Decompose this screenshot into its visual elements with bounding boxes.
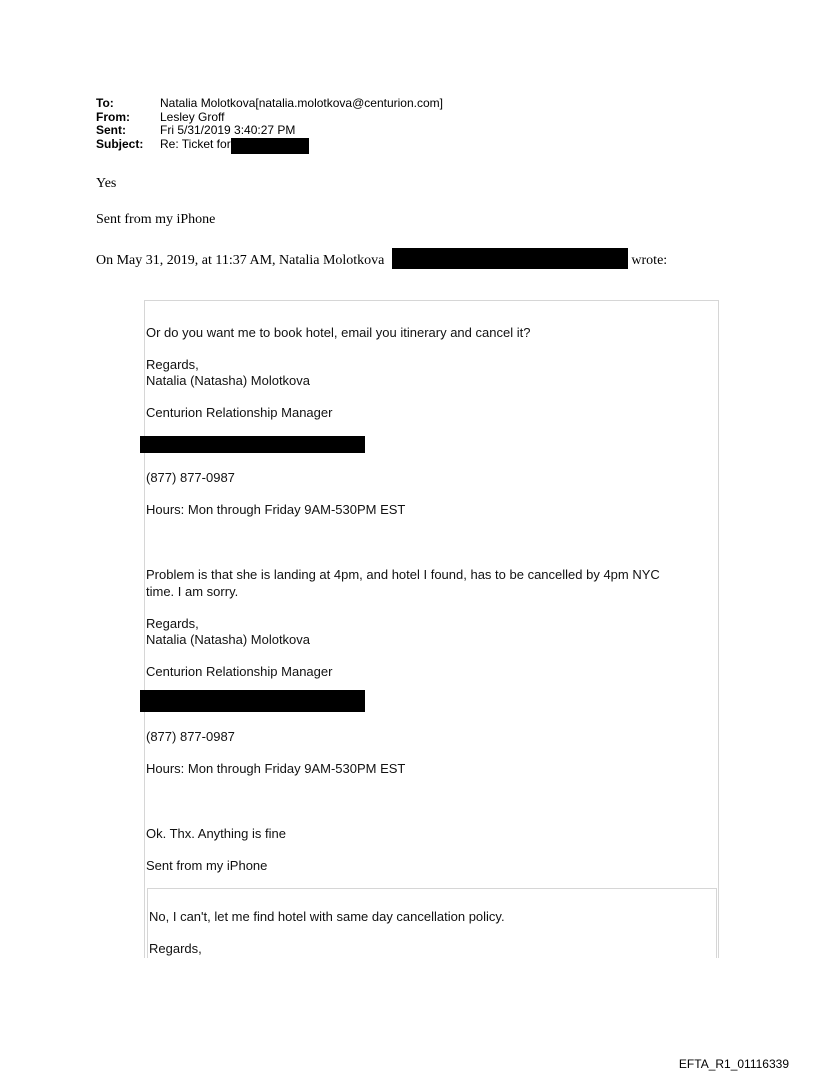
subject-label: Subject: xyxy=(96,136,144,151)
page-cutoff xyxy=(140,958,730,978)
sent-row xyxy=(96,124,443,138)
sent-label: Sent: xyxy=(96,123,126,137)
to-value: Natalia Molotkova[natalia.molotkova@centurion.com] xyxy=(160,96,443,110)
from-value: Lesley Groff xyxy=(160,109,225,124)
signature-hours: Hours: Mon through Friday 9AM-530PM EST xyxy=(146,761,406,776)
from-row xyxy=(96,111,443,125)
signature-title: Centurion Relationship Manager xyxy=(146,405,333,420)
subject-row xyxy=(96,138,443,154)
quoted-msg1-text: Or do you want me to book hotel, email you itinerary and cancel it? xyxy=(146,325,531,340)
quoted-msg2-line2: time. I am sorry. xyxy=(146,584,239,599)
document-id: EFTA_R1_01116339 xyxy=(678,1057,789,1071)
signature-phone: (877) 877-0987 xyxy=(146,729,235,744)
quoted-msg2-line1: Problem is that she is landing at 4pm, and hotel I found, has to be cancelled by 4pm NYC xyxy=(146,567,660,582)
quoted-msg4-line1: No, I can't, let me find hotel with same day cancellation policy. xyxy=(149,909,505,924)
quoted-msg4-regards: Regards, xyxy=(149,941,202,956)
to-row xyxy=(96,97,443,111)
redaction-box xyxy=(140,436,365,453)
redaction-box xyxy=(140,690,365,712)
redaction-box xyxy=(392,248,628,269)
redaction-box xyxy=(231,138,309,154)
signature-title: Centurion Relationship Manager xyxy=(146,664,333,679)
nested-quoted-message-box xyxy=(147,888,717,968)
quote-intro-prefix: On May 31, 2019, at 11:37 AM, Natalia Molotkova xyxy=(96,253,385,268)
quote-intro xyxy=(96,248,667,269)
quoted-msg3-line1: Ok. Thx. Anything is fine xyxy=(146,826,286,841)
sent-value: Fri 5/31/2019 3:40:27 PM xyxy=(160,123,296,137)
reply-text: Yes xyxy=(96,176,117,191)
email-header xyxy=(96,97,443,154)
signature-phone: (877) 877-0987 xyxy=(146,470,235,485)
signature-name: Natalia (Natasha) Molotkova xyxy=(146,373,311,388)
signature-name: Natalia (Natasha) Molotkova xyxy=(146,632,311,647)
quoted-msg3-line2: Sent from my iPhone xyxy=(146,858,268,873)
quoted-regards: Regards, xyxy=(146,616,199,631)
to-label: To: xyxy=(96,96,114,110)
from-label: From: xyxy=(96,109,130,124)
quote-intro-suffix: wrote: xyxy=(631,253,668,268)
reply-signature: Sent from my iPhone xyxy=(96,212,216,227)
subject-value: Re: Ticket for xyxy=(160,136,231,151)
signature-hours: Hours: Mon through Friday 9AM-530PM EST xyxy=(146,502,406,517)
quoted-regards: Regards, xyxy=(146,357,199,372)
